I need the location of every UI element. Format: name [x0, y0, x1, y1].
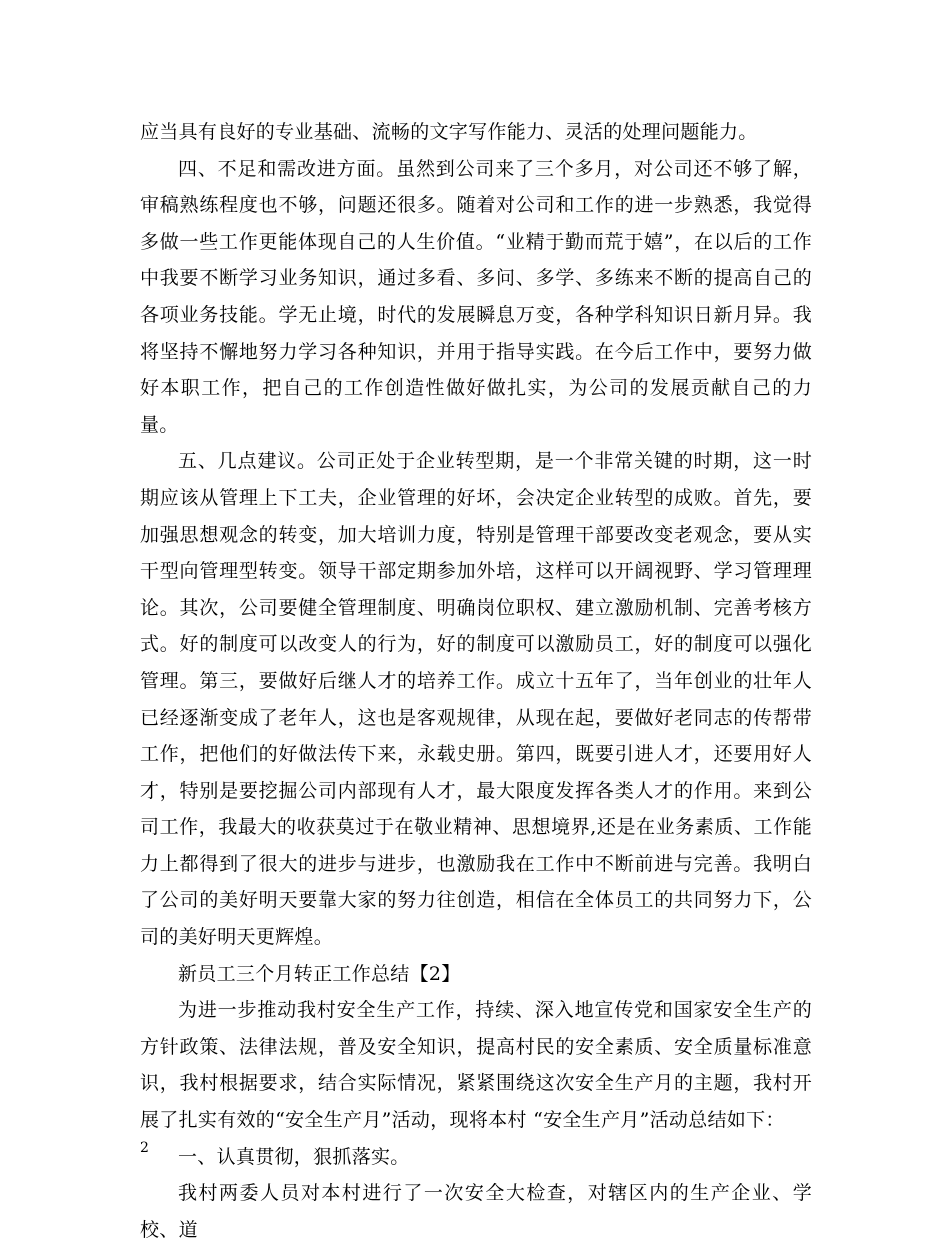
document-body — [140, 114, 812, 1248]
paragraph-3: 五、几点建议。公司正处于企业转型期，是一个非常关键的时期，这一时期应该从管理上下工夫，企业管理的好坏，会决定企业转型的成败。首先，要加强思想观念的转变，加大培训力度，特别是管理干部要改变老观念，要从实干型向管理型转变。领导干部定期参加外培，这样可以开阔视野、学习管理理论。其次，公司要健全管理制度、明确岗位职权、建立激励机制、完善考核方式。好的制度可以改变人的行为，好的制度可以激励员工，好的制度可以强化管理。第三，要做好后继人才的培养工作。成立十五年了，当年创业的壮年人已经逐渐变成了老年人，这也是客观规律，从现在起，要做好老同志的传帮带工作，把他们的好做法传下来，永载史册。第四，既要引进人才，还要用好人才，特别是要挖掘公司内部现有人才，最大限度发挥各类人才的作用。来到公司工作，我最大的收获莫过于在敬业精神、思想境界,还是在业务素质、工作能力上都得到了很大的进步与进步，也激励我在工作中不断前进与完善。我明白了公司的美好明天要靠大家的努力往创造，相信在全体员工的共同努力下，公司的美好明天更辉煌。 — [140, 450, 812, 949]
paragraph-1: 应当具有良好的专业基础、流畅的文字写作能力、灵活的处理问题能力。 — [140, 121, 758, 143]
paragraph-7: 我村两委人员对本村进行了一次安全大检查，对辖区内的生产企业、学校、道 — [140, 1182, 812, 1241]
paragraph-5: 为进一步推动我村安全生产工作，持续、深入地宣传党和国家安全生产的方针政策、法律法规，普及安全知识，提高村民的安全素质、安全质量标准意识，我村根据要求，结合实际情况，紧紧围绕这次安全生产月的主题，我村开展了扎实有效的“安全生产月”活动，现将本村 “安全生产月”活动总结如下： — [140, 999, 812, 1132]
section-heading: 新员工三个月转正工作总结【2】 — [178, 962, 461, 985]
page-number: 2 — [140, 1140, 149, 1156]
paragraph-2: 四、不足和需改进方面。虽然到公司来了三个多月，对公司还不够了解，审稿熟练程度也不够，问题还很多。随着对公司和工作的进一步熟悉，我觉得多做一些工作更能体现自己的人生价值。“业精于勤而荒于嬉”，在以后的工作中我要不断学习业务知识，通过多看、多问、多学、多练来不断的提高自己的各项业务技能。学无止境，时代的发展瞬息万变，各种学科知识日新月异。我将坚持不懈地努力学习各种知识，并用于指导实践。在今后工作中，要努力做好本职工作，把自己的工作创造性做好做扎实，为公司的发展贡献自己的力量。 — [140, 157, 812, 436]
subheading: 一、认真贯彻，狠抓落实。 — [178, 1145, 410, 1168]
